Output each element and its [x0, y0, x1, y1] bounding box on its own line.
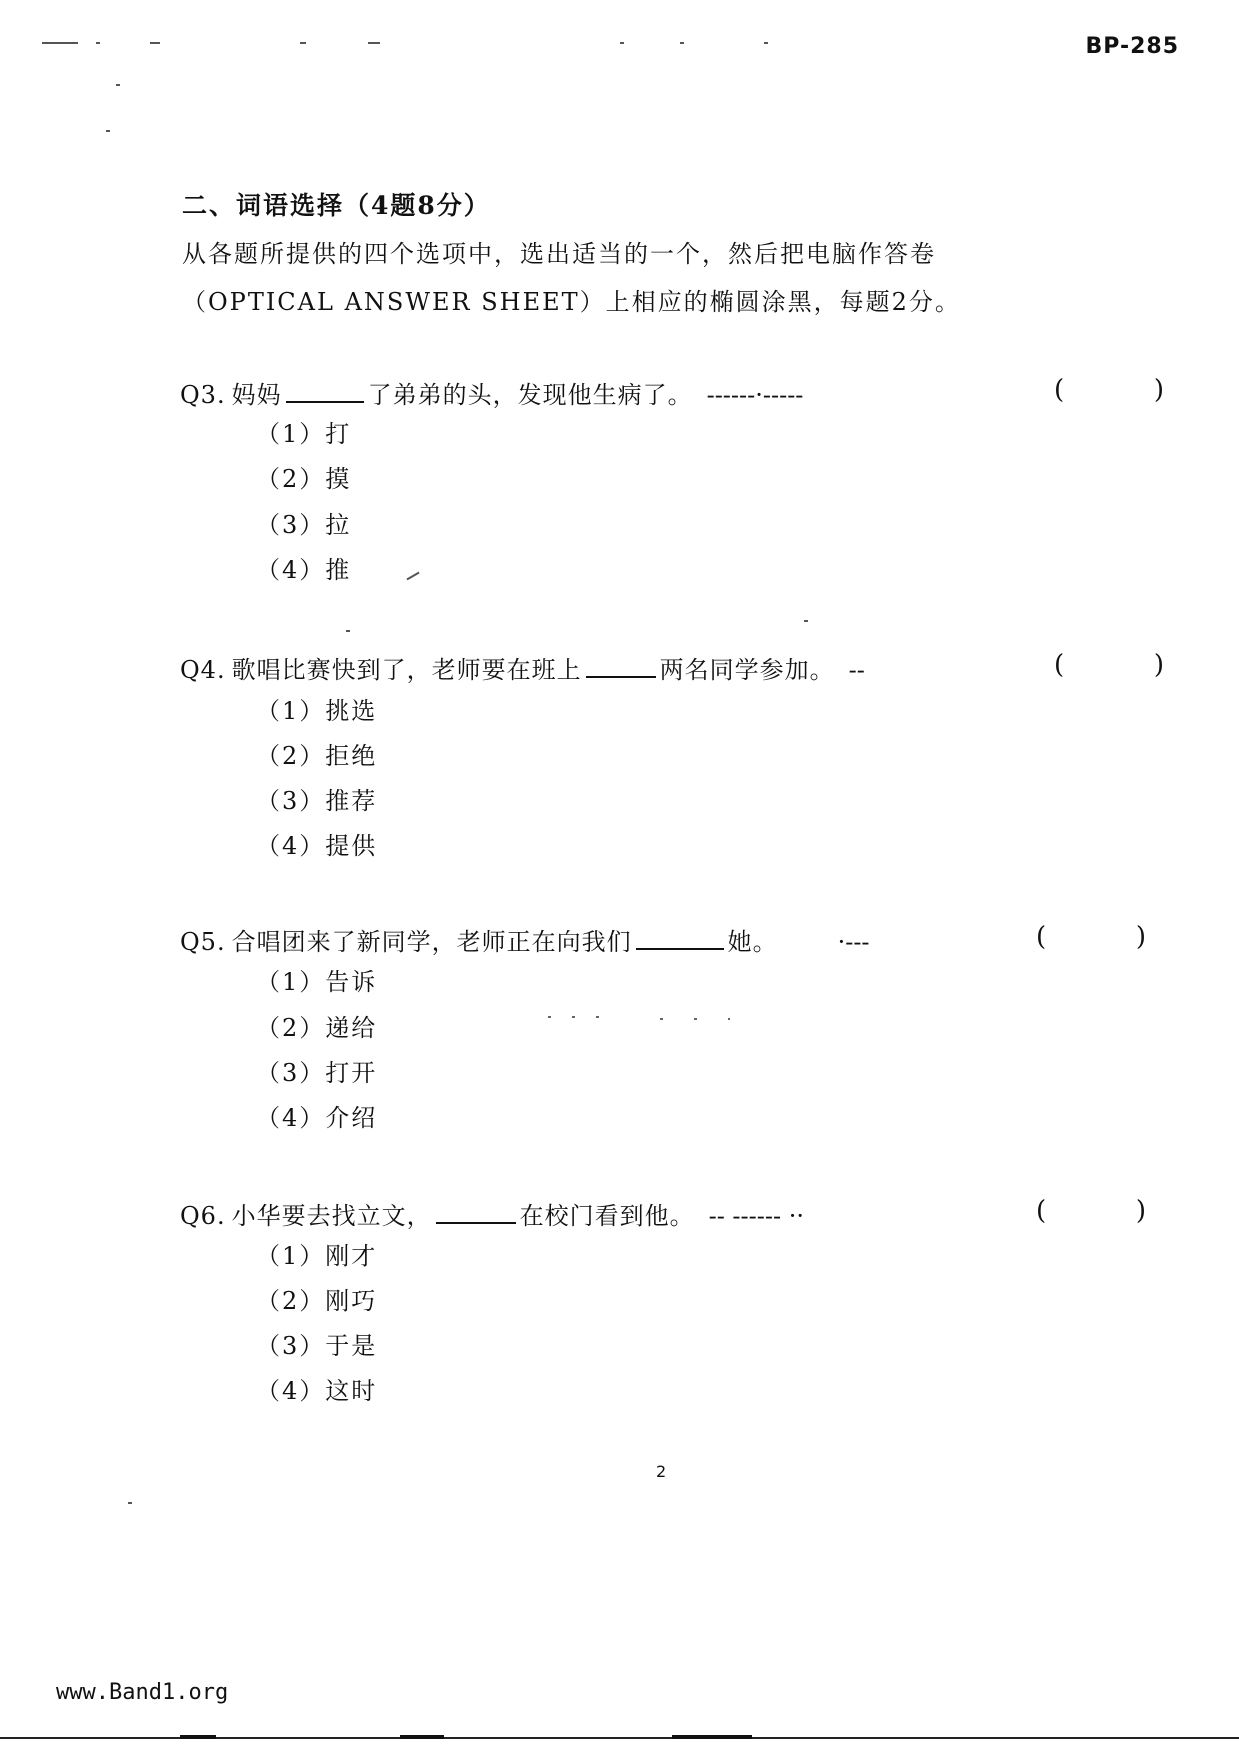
q3-option-1: （1）打: [256, 420, 352, 448]
leader-dashes: ------·-----: [706, 381, 804, 409]
q3-option-4: （4）推: [256, 556, 352, 584]
open-paren: (: [1036, 922, 1047, 952]
scan-speck: [116, 84, 120, 86]
close-paren: ): [1153, 650, 1164, 680]
q3-option-2: （2）摸: [256, 465, 352, 493]
question-label: Q3.: [180, 381, 226, 409]
q6-option-3: （3）于是: [256, 1332, 378, 1360]
scan-speck: [406, 572, 419, 581]
scan-speck: [804, 620, 808, 622]
q4-option-3: （3）推荐: [256, 787, 378, 815]
question-text-before: 合唱团来了新同学，老师正在向我们: [231, 928, 632, 956]
question-text-before: 小华要去找立文，: [231, 1202, 432, 1230]
open-paren: (: [1036, 1196, 1047, 1226]
q6-option-2: （2）刚巧: [256, 1287, 378, 1315]
answer-blank: [436, 1202, 516, 1224]
answer-box-q6: [1036, 1196, 1146, 1226]
scan-speck: [660, 1018, 730, 1020]
scan-speck: [128, 1502, 132, 1504]
scan-speck: [96, 42, 100, 44]
scan-speck: [150, 42, 160, 44]
close-paren: ): [1135, 1196, 1146, 1226]
scan-speck: [106, 130, 110, 132]
leader-dashes: -- ------ ··: [708, 1202, 804, 1230]
scan-speck: [548, 1016, 608, 1018]
question-text-before: 妈妈: [231, 381, 282, 409]
q6-option-1: （1）刚才: [256, 1242, 378, 1270]
close-paren: ): [1153, 375, 1164, 405]
scan-speck: [300, 42, 306, 44]
question-text-after: 她。: [727, 928, 778, 956]
scan-speck: [368, 42, 380, 44]
question-4: [180, 650, 1160, 685]
q6-option-4: （4）这时: [256, 1377, 378, 1405]
answer-blank: [586, 656, 656, 678]
open-paren: (: [1054, 375, 1065, 405]
rule-mark: [180, 1735, 216, 1739]
question-text-after: 在校门看到他。: [519, 1202, 695, 1230]
question-label: Q6.: [180, 1202, 226, 1230]
rule-mark: [400, 1735, 444, 1739]
question-text-after: 了弟弟的头，发现他生病了。: [367, 381, 693, 409]
scan-speck: [764, 42, 768, 44]
question-label: Q4.: [180, 656, 226, 684]
answer-blank: [286, 381, 364, 403]
open-paren: (: [1054, 650, 1065, 680]
scan-speck: [680, 42, 684, 44]
q5-option-3: （3）打开: [256, 1059, 378, 1087]
q4-option-4: （4）提供: [256, 832, 378, 860]
question-3: [180, 375, 1160, 410]
instruction-line-1: 从各题所提供的四个选项中，选出适当的一个，然后把电脑作答卷: [182, 240, 936, 268]
q4-option-2: （2）拒绝: [256, 742, 378, 770]
answer-box-q3: [1054, 375, 1164, 405]
instruction-line-2: （OPTICAL ANSWER SHEET）上相应的椭圆涂黑，每题2分。: [182, 288, 961, 316]
footer-site: www.Band1.org: [56, 1680, 229, 1705]
q5-option-1: （1）告诉: [256, 968, 378, 996]
scan-speck: [346, 630, 350, 632]
page-number: 2: [656, 1462, 667, 1481]
q4-option-1: （1）挑选: [256, 697, 378, 725]
leader-dashes: --: [848, 656, 865, 684]
paper-code: BP-285: [1085, 34, 1179, 59]
question-text-before: 歌唱比赛快到了，老师要在班上: [231, 656, 582, 684]
answer-blank: [636, 928, 724, 950]
section-title: 二、词语选择（4题8分）: [182, 191, 491, 220]
answer-box-q4: [1054, 650, 1164, 680]
question-5: [180, 922, 1160, 957]
question-6: [180, 1196, 1160, 1231]
q5-option-4: （4）介绍: [256, 1104, 378, 1132]
question-text-after: 两名同学参加。: [659, 656, 835, 684]
rule-mark: [672, 1735, 752, 1739]
answer-box-q5: [1036, 922, 1146, 952]
leader-dashes: ·---: [837, 928, 870, 956]
close-paren: ): [1135, 922, 1146, 952]
question-label: Q5.: [180, 928, 226, 956]
scan-speck: [42, 42, 78, 44]
q3-option-3: （3）拉: [256, 511, 352, 539]
q5-option-2: （2）递给: [256, 1014, 378, 1042]
scan-speck: [620, 42, 624, 44]
